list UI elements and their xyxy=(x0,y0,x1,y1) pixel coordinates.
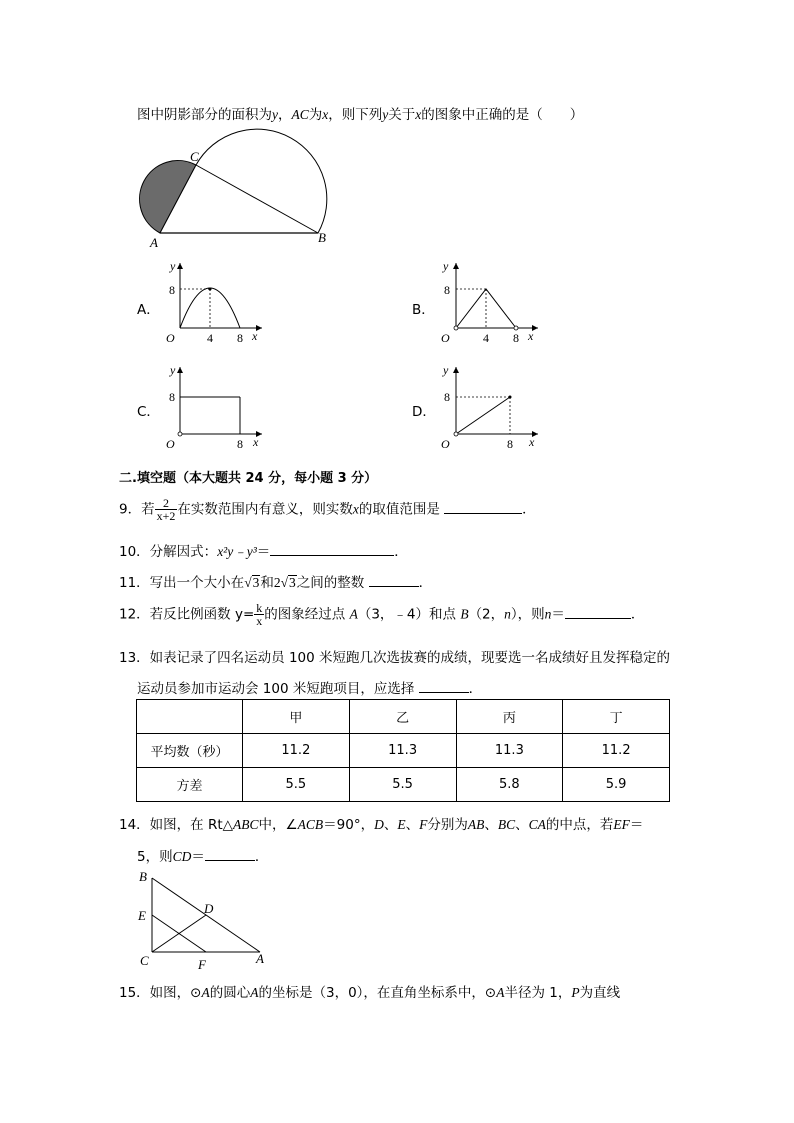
option-b-graph[interactable] xyxy=(436,258,546,348)
svg-text:O: O xyxy=(166,331,175,345)
svg-text:8: 8 xyxy=(444,283,450,297)
svg-text:8: 8 xyxy=(237,437,243,451)
svg-text:O: O xyxy=(166,437,175,451)
triangle-figure xyxy=(132,866,277,976)
question-14-line2: 5，则CD＝ ． xyxy=(137,849,269,865)
question-13-line1: 13．如表记录了四名运动员 100 米短跑几次选拔赛的成绩，现要选一名成绩好且发挥稳定的 xyxy=(119,650,671,666)
table-cell: 11.2 xyxy=(563,734,670,768)
svg-text:O: O xyxy=(441,331,450,345)
option-c-label[interactable]: C． xyxy=(137,404,160,420)
semicircle-figure xyxy=(130,125,340,250)
table-cell: 平均数（秒） xyxy=(137,734,243,768)
label-f: F xyxy=(198,957,206,972)
table-cell: 11.2 xyxy=(243,734,350,768)
label-a: A xyxy=(150,235,158,250)
answer-blank-13[interactable] xyxy=(419,679,469,693)
label-c: C xyxy=(190,149,199,164)
svg-text:x: x xyxy=(252,329,258,343)
table-header: 乙 xyxy=(349,700,456,734)
question-9: 9．若 $\frac{2}{x+2}$ 在实数范围内有意义，则实数x的取值范围是 ． xyxy=(119,496,536,523)
svg-text:8: 8 xyxy=(169,283,175,297)
table-cell: 5.8 xyxy=(456,768,563,802)
table-cell: 11.3 xyxy=(456,734,563,768)
table-cell: 5.5 xyxy=(349,768,456,802)
option-a-label[interactable]: A． xyxy=(137,302,160,318)
q8-stem: 图中阴影部分的面积为y，AC为x，则下列y关于x的图象中正确的是（ ） xyxy=(137,107,584,123)
score-table xyxy=(136,699,670,802)
table-cell xyxy=(137,700,243,734)
option-a-graph[interactable] xyxy=(160,258,270,348)
question-13-line2: 运动员参加市运动会 100 米短跑项目，应选择 ． xyxy=(137,681,483,697)
option-b-label[interactable]: B． xyxy=(412,302,435,318)
option-d-label[interactable]: D． xyxy=(412,404,436,420)
question-10: 10．分解因式：x²y﹣y³＝ ． xyxy=(119,544,408,560)
svg-text:8: 8 xyxy=(237,331,243,345)
svg-text:4: 4 xyxy=(207,331,213,345)
table-header: 丙 xyxy=(456,700,563,734)
sqrt-symbol: √ xyxy=(244,575,252,590)
question-15: 15．如图，⊙A的圆心A的坐标是（3，0），在直角坐标系中，⊙A半径为 1，P为直线 xyxy=(119,985,621,1001)
svg-text:x: x xyxy=(253,435,259,449)
table-header: 丁 xyxy=(563,700,670,734)
svg-text:y: y xyxy=(170,259,176,273)
svg-text:4: 4 xyxy=(483,331,489,345)
svg-text:y: y xyxy=(170,363,176,377)
label-a: A xyxy=(256,951,264,966)
svg-text:8: 8 xyxy=(444,390,450,404)
label-d: D xyxy=(204,901,214,916)
table-cell: 5.9 xyxy=(563,768,670,802)
label-c: C xyxy=(140,953,149,968)
svg-text:O: O xyxy=(441,437,450,451)
svg-text:8: 8 xyxy=(513,331,519,345)
option-c-graph[interactable] xyxy=(160,362,270,452)
table-header-row xyxy=(137,700,670,734)
question-14-line1: 14．如图，在 Rt△ABC中，∠ACB＝90°，D、E、F分别为AB、BC、CA的中点，若EF＝ xyxy=(119,817,644,833)
svg-text:y: y xyxy=(443,363,449,377)
option-d-graph[interactable] xyxy=(436,362,546,452)
answer-blank-10[interactable] xyxy=(270,542,394,556)
answer-blank-14[interactable] xyxy=(205,847,255,861)
answer-blank-9[interactable] xyxy=(444,500,522,514)
table-cell: 方差 xyxy=(137,768,243,802)
sqrt-symbol: √ xyxy=(280,575,289,590)
fraction: $\frac{2}{x+2}$ xyxy=(156,496,176,523)
svg-text:y: y xyxy=(443,259,449,273)
table-header: 甲 xyxy=(243,700,350,734)
answer-blank-12[interactable] xyxy=(565,605,631,619)
fraction: $\frac{k}{x}$ xyxy=(256,601,263,628)
svg-text:x: x xyxy=(528,329,534,343)
label-b: B xyxy=(139,869,147,884)
label-b: B xyxy=(318,230,326,245)
table-cell: 5.5 xyxy=(243,768,350,802)
svg-text:x: x xyxy=(529,435,535,449)
svg-text:8: 8 xyxy=(169,390,175,404)
label-e: E xyxy=(138,908,146,923)
section-title: 二.填空题（本大题共 24 分，每小题 3 分） xyxy=(119,471,378,486)
question-12: 12．若反比例函数 y= $\frac{k}{x}$ 的图象经过点 A（3，﹣4）和点 B（2，n），则n＝ ． xyxy=(119,601,645,628)
table-row xyxy=(137,768,670,802)
svg-text:8: 8 xyxy=(507,437,513,451)
answer-blank-11[interactable] xyxy=(369,573,419,587)
table-row xyxy=(137,734,670,768)
table-cell: 11.3 xyxy=(349,734,456,768)
question-11: 11．写出一个大小在√3和2√3之间的整数 ． xyxy=(119,575,433,591)
